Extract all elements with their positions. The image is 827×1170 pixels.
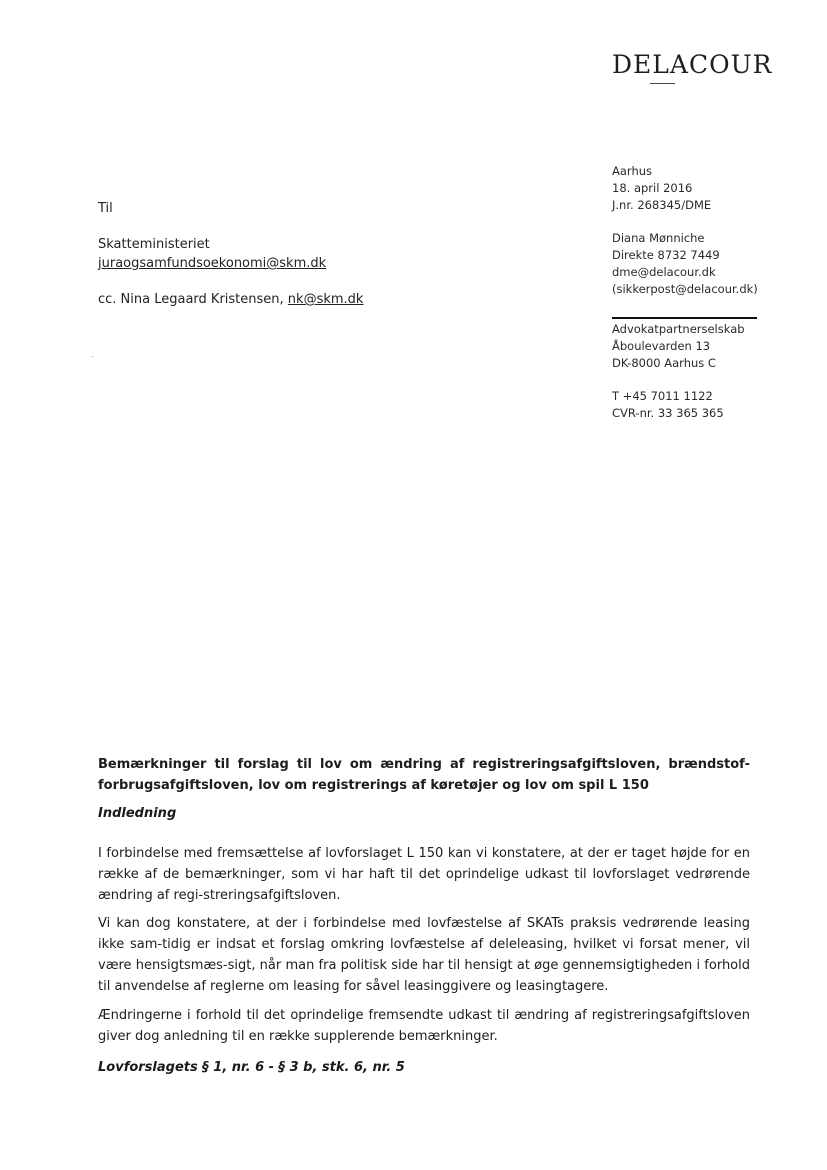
cc-line [98, 289, 363, 310]
company-street: Åboulevarden 13 [612, 339, 711, 353]
scan-speck [92, 356, 93, 357]
paragraph-1: I forbindelse med fremsættelse af lovforslaget L 150 kan vi konstatere, at der er taget højde for en række af de bemærkninger, som vi har haft til det oprindelige udkast til lovforslaget vedrørende ændring af regi-streringsafgiftsloven. [98, 846, 750, 903]
sender-city: Aarhus [612, 164, 653, 178]
paragraph-2: Vi kan dog konstatere, at der i forbindelse med lovfæstelse af SKATs praksis vedrørende leasing ikke sam-tidig er indsat et forslag omkring lovfæstelse af deleleasing, hvilket vi forsat mener, vil være hensigtsmæs-sigt, når man fra politisk side har til hensigt at øge gennemsigtigheden i forhold til anvendelse af reglerne om leasing for såvel leasinggivere og leasingtagere. [98, 916, 750, 994]
company-contact [612, 388, 724, 422]
recipient-label: Til [98, 201, 113, 216]
divider-rule [612, 317, 757, 319]
sender-email: dme@delacour.dk [612, 265, 716, 279]
company-postal: DK-8000 Aarhus C [612, 356, 716, 370]
document-title: Bemærkninger til forslag til lov om ændring af registreringsafgiftsloven, brændstof-forbrugsafgiftsloven, lov om registrerings af køretøjer og lov om spil L 150 [98, 757, 750, 793]
company-phone: T +45 7011 1122 [612, 389, 713, 403]
sender-contact [612, 230, 758, 298]
company-cvr: CVR-nr. 33 365 365 [612, 406, 724, 420]
intro-heading: Indledning [98, 806, 177, 821]
sender-meta [612, 163, 711, 214]
sender-secure-email: (sikkerpost@delacour.dk) [612, 282, 758, 296]
logo-text: DELACOUR [612, 50, 773, 79]
paragraph-3: Ændringerne i forhold til det oprindelige fremsendte udkast til ændring af registreringsafgiftsloven giver dog anledning til en række supplerende bemærkninger. [98, 1008, 750, 1044]
logo-underline [650, 83, 675, 84]
letter-date: 18. april 2016 [612, 181, 693, 195]
section-heading: Lovforslagets § 1, nr. 6 - § 3 b, stk. 6, nr. 5 [98, 1060, 405, 1075]
sender-direct-phone: Direkte 8732 7449 [612, 248, 720, 262]
company-address [612, 321, 745, 372]
recipient-email-link[interactable]: juraogsamfundsoekonomi@skm.dk [98, 256, 327, 271]
recipient-org: Skatteministeriet [98, 237, 210, 252]
cc-recipient: cc. Nina Legaard Kristensen, [98, 292, 288, 307]
cc-email-link[interactable]: nk@skm.dk [287, 292, 364, 307]
journal-number: J.nr. 268345/DME [612, 198, 712, 212]
company-type: Advokatpartnerselskab [612, 322, 745, 336]
sender-name: Diana Mønniche [612, 231, 705, 245]
